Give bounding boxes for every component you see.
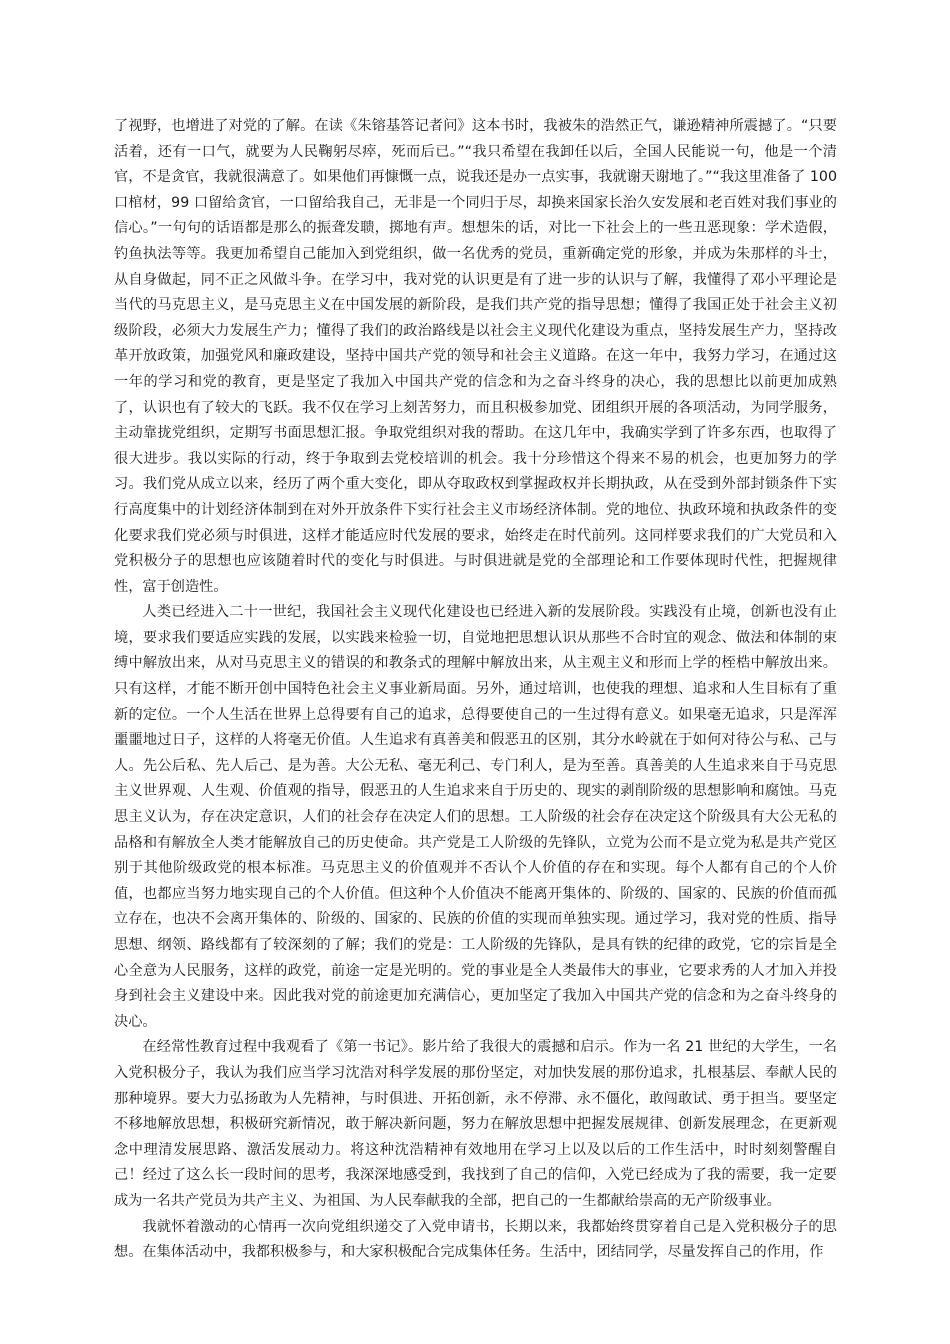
paragraph-twenty-first-century: 人类已经进入二十一世纪，我国社会主义现代化建设也已经进入新的发展阶段。实践没有止境，创新也没有止境，要求我们要适应实践的发展，以实践来检验一切，自觉地把思想认识从那些不合时宜的观念、做法和体制的束缚中解放出来，从对马克思主义的错误的和教条式的理解中解放出来，从主观主义和形而上学的桎梏中解放出来。只有这样，才能不断开创中国特色社会主义事业新局面。另外，通过培训，也使我的理想、追求和人生目标有了重新的定位。一个人生活在世界上总得要有自己的追求，总得要使自己的一生过得有意义。如果毫无追求，只是浑浑噩噩地过日子，这样的人将毫无价值。人生追求有真善美和假恶丑的区别，其分水岭就在于如何对待公与私、己与人。先公后私、先人后己、是为善。大公无私、毫无利己、专门利人，是为至善。真善美的人生追求来自于马克思主义世界观、人生观、价值观的指导，假恶丑的人生追求来自于历史的、现实的剥削阶级的思想影响和腐蚀。马克思主义认为，存在决定意识，人们的社会存在决定人们的思想。工人阶级的社会存在决定这个阶级具有大公无私的品格和有解放全人类才能解放自己的历史使命。共产党是工人阶级的先锋队，立党为公而不是立党为私是共产党区别于其他阶级政党的根本标准。马克思主义的价值观并不否认个人价值的存在和实现。每个人都有自己的个人价值，也都应当努力地实现自己的个人价值。但这种个人价值决不能离开集体的、阶级的、国家的、民族的价值而孤立存在，也决不会离开集体的、阶级的、国家的、民族的价值的实现而单独实现。通过学习，我对党的性质、指导思想、纲领、路线都有了较深刻的了解；我们的党是：工人阶级的先锋队，是具有铁的纪律的政党，它的宗旨是全心全意为人民服务，这样的政党，前途一定是光明的。党的事业是全人类最伟大的事业，它要求秀的人才加入并投身到社会主义建设中来。因此我对党的前途更加充满信心，更加坚定了我加入中国共产党的信念和为之奋斗终身的决心。 xyxy=(114,604,837,1030)
document-page xyxy=(114,114,837,1266)
paragraph-first-secretary-film: 在经常性教育过程中我观看了《第一书记》。影片给了我很大的震撼和启示。作为一名 21 世纪的大学生，一名入党积极分子，我认为我们应当学习沈浩对科学发展的那份坚定，对加快发展的那份追求，扎根基层、奉献人民的那种境界。要大力弘扬敢为人先精神，与时俱进、开拓创新，永不停滞、永不僵化，敢闯敢试、勇于担当。要坚定不移地解放思想，积极研究新情况，敢于解决新问题，努力在解放思想中把握发展规律、创新发展理念，在更新观念中理清发展思路、激活发展动力。将这种沈浩精神有效地用在学习上以及以后的工作生活中，时时刻刻警醒自己！经过了这么长一段时间的思考，我深深地感受到，我找到了自己的信仰，入党已经成为了我的需要，我一定要成为一名共产党员为共产主义、为祖国、为人民奉献我的全部，把自己的一生都献给崇高的无产阶级事业。 xyxy=(114,1039,837,1209)
paragraph-continued: 了视野，也增进了对党的了解。在读《朱镕基答记者问》这本书时，我被朱的浩然正气，谦逊精神所震撼了。“只要活着，还有一口气，就要为人民鞠躬尽瘁，死而后已。”“我只希望在我卸任以后，全国人民能说一句，他是一个清官，不是贪官，我就很满意了。如果他们再慷慨一点，说我还是办一点实事，我就谢天谢地了。”“我这里准备了 100 口棺材，99 口留给贪官，一口留给我自己，无非是一个同归于尽，却换来国家长治久安发展和老百姓对我们事业的信心。”一句句的话语都是那么的振聋发聩，掷地有声。想想朱的话，对比一下社会上的一些丑恶现象：学术造假，钓鱼执法等等。我更加希望自己能加入到党组织，做一名优秀的党员，重新确定党的形象，并成为朱那样的斗士，从自身做起，同不正之风做斗争。在学习中，我对党的认识更是有了进一步的认识与了解，我懂得了邓小平理论是当代的马克思主义，是马克思主义在中国发展的新阶段，是我们共产党的指导思想；懂得了我国正处于社会主义初级阶段，必须大力发展生产力；懂得了我们的政治路线是以社会主义现代化建设为重点，坚持发展生产力，坚持改革开放政策，加强党风和廉政建设，坚持中国共产党的领导和社会主义道路。在这一年中，我努力学习，在通过这一年的学习和党的教育，更是坚定了我加入中国共产党的信念和为之奋斗终身的决心，我的思想比以前更加成熟了，认识也有了较大的飞跃。我不仅在学习上刻苦努力，而且积极参加党、团组织开展的各项活动，为同学服务，主动靠拢党组织，定期写书面思想汇报。争取党组织对我的帮助。在这几年中，我确实学到了许多东西，也取得了很大进步。我以实际的行动，终于争取到去党校培训的机会。我十分珍惜这个得来不易的机会，也更加努力的学习。我们党从成立以来，经历了两个重大变化，即从夺取政权到掌握政权并长期执政，从在受到外部封锁条件下实行高度集中的计划经济体制到在对外开放条件下实行社会主义市场经济体制。党的地位、执政环境和执政条件的变化要求我们党必须与时俱进，这样才能适应时代发展的要求，始终走在时代前列。这同样要求我们的广大党员和入党积极分子的思想也应该随着时代的变化与时俱进。与时俱进就是党的全部理论和工作要体现时代性，把握规律性，富于创造性。 xyxy=(114,118,837,595)
paragraph-application-letter: 我就怀着激动的心情再一次向党组织递交了入党申请书，长期以来，我都始终贯穿着自己是入党积极分子的思想。在集体活动中，我都积极参与，和大家积极配合完成集体任务。生活中，团结同学，尽量发挥自己的作用，作 xyxy=(114,1218,837,1261)
